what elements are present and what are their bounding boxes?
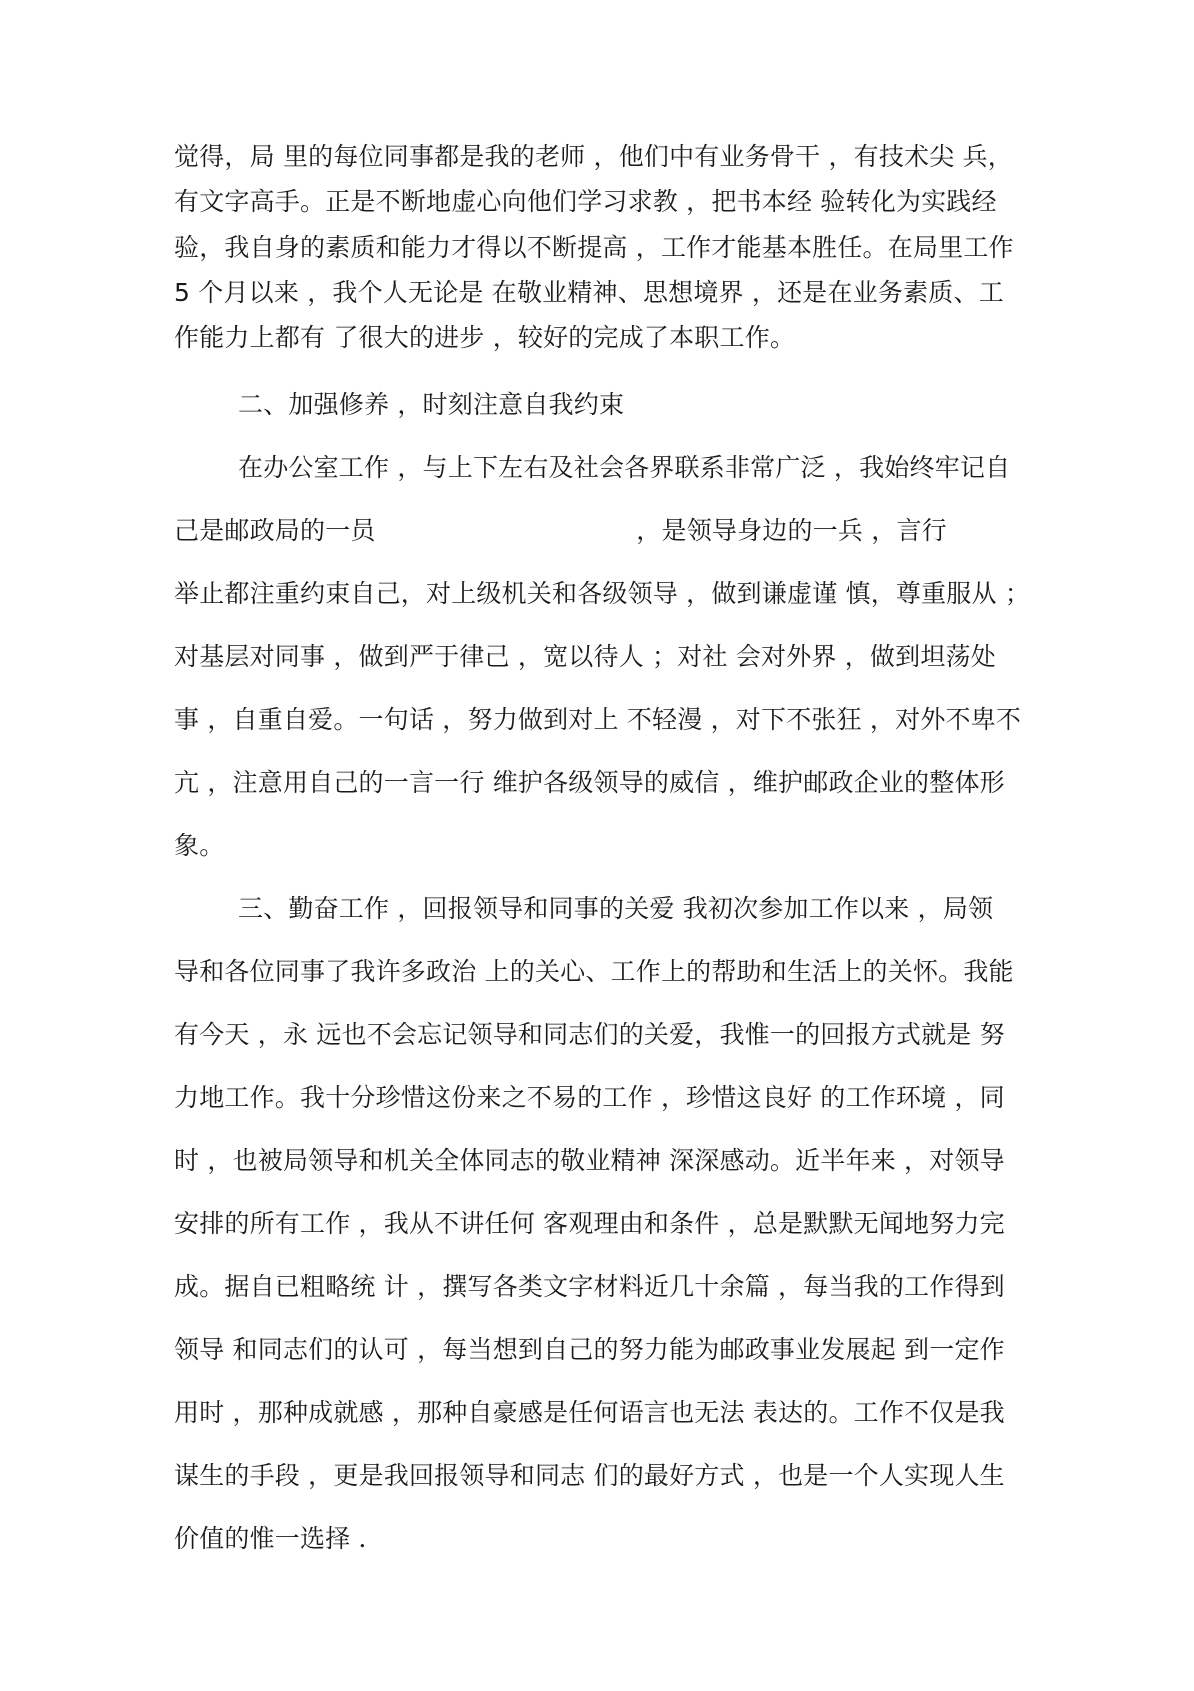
text-line: 谋生的手段 ，更是我回报领导和同志 们的最好方式 ，也是一个人实现人生 <box>174 1461 1005 1490</box>
text-line: 己是邮政局的一员 ，是领导身边的一兵 ，言行 <box>174 516 947 545</box>
text-line: 5 个月以来 ，我个人无论是 在敬业精神、思想境界 ，还是在业务素质、工 <box>174 278 1004 307</box>
section-heading-2: 二、加强修养 ，时刻注意自我约束 <box>238 390 625 419</box>
text-line: 时 ，也被局领导和机关全体同志的敬业精神 深深感动。近半年来 ，对领导 <box>174 1146 1005 1175</box>
text-line: 价值的惟一选择 ． <box>174 1524 384 1553</box>
text-line: 有文字高手。正是不断地虚心向他们学习求教 ，把书本经 验转化为实践经 <box>174 187 997 216</box>
text-line: 有今天 ，永 远也不会忘记领导和同志们的关爱，我惟一的回报方式就是 努 <box>174 1020 1005 1049</box>
text-line: 象。 <box>174 831 225 860</box>
section-heading-3: 三、勤奋工作 ，回报领导和同事的关爱 我初次参加工作以来 ，局领 <box>238 894 994 923</box>
text-line: 导和各位同事了我许多政治 上的关心、工作上的帮助和生活上的关怀。我能 <box>174 957 1014 986</box>
text-line: 事 ，自重自爱。一句话 ，努力做到对上 不轻漫 ，对下不张狂 ，对外不卑不 <box>174 705 1022 734</box>
text-line: 作能力上都有 了很大的进步 ，较好的完成了本职工作。 <box>174 323 796 352</box>
text-line: 领导 和同志们的认可 ，每当想到自己的努力能为邮政事业发展起 到一定作 <box>174 1335 1005 1364</box>
text-line: 成。据自已粗略统 计 ，撰写各类文字材料近几十余篇 ，每当我的工作得到 <box>174 1272 1005 1301</box>
text-line: 举止都注重约束自己，对上级机关和各级领导 ，做到谦虚谨 慎，尊重服从 ； <box>174 579 1031 608</box>
text-line: 对基层对同事 ，做到严于律己 ，宽以待人 ；对社 会对外界 ，做到坦荡处 <box>174 642 996 671</box>
text-line: 觉得，局 里的每位同事都是我的老师 ，他们中有业务骨干 ，有技术尖 兵， <box>174 142 1013 171</box>
text-line: 验，我自身的素质和能力才得以不断提高 ，工作才能基本胜任。在局里工作 <box>174 233 1014 262</box>
text-line: 在办公室工作 ，与上下左右及社会各界联系非常广泛 ，我始终牢记自 <box>238 453 1011 482</box>
text-line: 力地工作。我十分珍惜这份来之不易的工作 ，珍惜这良好 的工作环境 ，同 <box>174 1083 1005 1112</box>
text-line: 用时 ，那种成就感 ，那种自豪感是任何语言也无法 表达的。工作不仅是我 <box>174 1398 1005 1427</box>
text-line: 安排的所有工作 ，我从不讲任何 客观理由和条件 ，总是默默无闻地努力完 <box>174 1209 1005 1238</box>
text-line: 亢 ，注意用自己的一言一行 维护各级领导的威信 ，维护邮政企业的整体形 <box>174 768 1005 797</box>
